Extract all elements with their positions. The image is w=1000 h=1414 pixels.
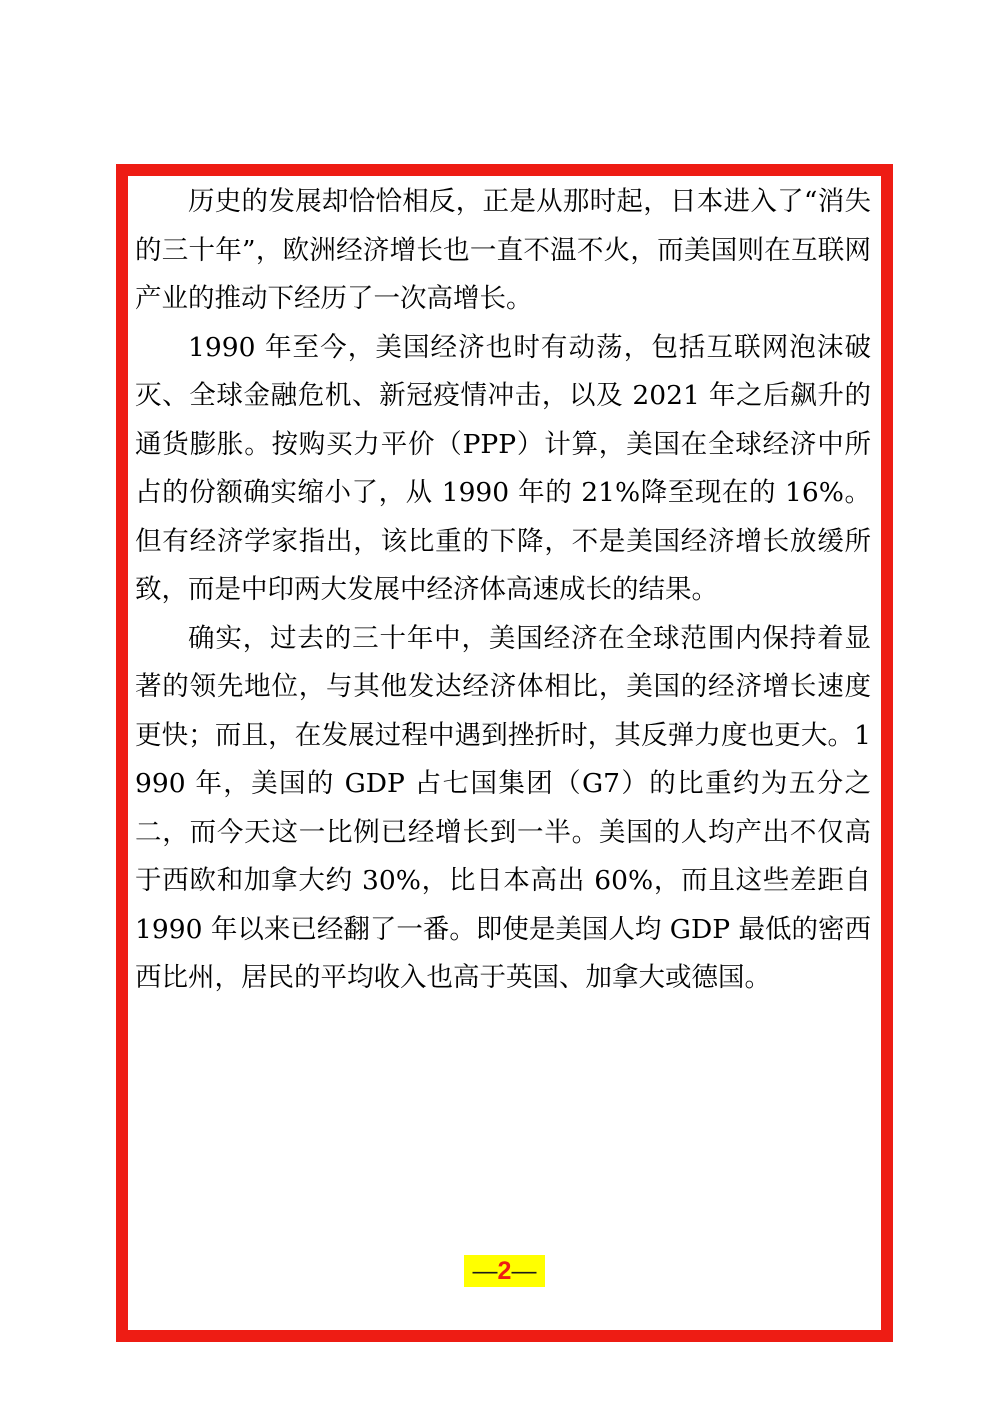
paragraph-2: 1990 年至今，美国经济也时有动荡，包括互联网泡沫破灭、全球金融危机、新冠疫情冲击，以及 2021 年之后飙升的通货膨胀。按购买力平价（PPP）计算，美国在全球经济中所占的份额确实缩小了，从 1990 年的 21%降至现在的 16%。但有经济学家指出，该比重的下降，不是美国经济增长放缓所致，而是中印两大发展中经济体高速成长的结果。	[135, 331, 871, 605]
page-number-value: 2	[497, 1257, 512, 1285]
paragraph-3: 确实，过去的三十年中，美国经济在全球范围内保持着显著的领先地位，与其他发达经济体相比，美国的经济增长速度更快；而且，在发展过程中遇到挫折时，其反弹力度也更大。1990 年，美国的 GDP 占七国集团（G7）的比重约为五分之二，而今天这一比例已经增长到一半。美国的人均产出不仅高于西欧和加拿大约 30%，比日本高出 60%，而且这些差距自 1990 年以来已经翻了一番。即使是美国人均 GDP 最低的密西西比州，居民的平均收入也高于英国、加拿大或德国。	[135, 622, 871, 993]
page-number	[464, 1255, 545, 1287]
document-body	[135, 178, 871, 1003]
paragraph-1: 历史的发展却恰恰相反，正是从那时起，日本进入了“消失的三十年”，欧洲经济增长也一直不温不火，而美国则在互联网产业的推动下经历了一次高增长。	[135, 186, 871, 314]
page-number-dash-left: —	[472, 1257, 498, 1285]
page-number-dash-right: —	[511, 1257, 537, 1285]
